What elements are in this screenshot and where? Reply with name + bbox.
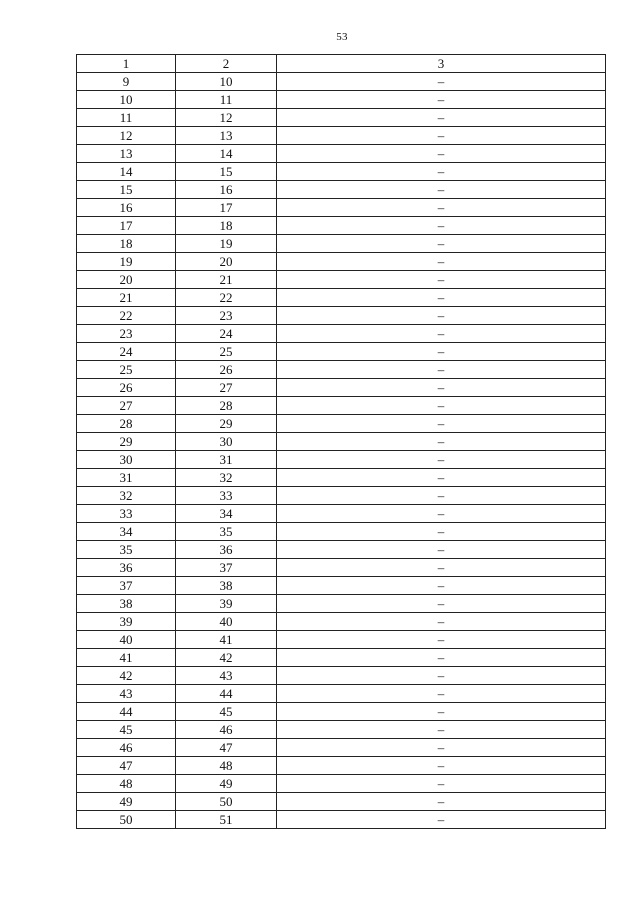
table-row bbox=[77, 451, 606, 469]
table-cell-col-3: – bbox=[277, 559, 606, 577]
table-cell-col-2: 32 bbox=[176, 469, 277, 487]
table-cell-col-1: 21 bbox=[77, 289, 176, 307]
table-row bbox=[77, 775, 606, 793]
table-row bbox=[77, 379, 606, 397]
table-cell-col-2: 20 bbox=[176, 253, 277, 271]
table-cell-col-2: 21 bbox=[176, 271, 277, 289]
table-cell-col-2: 51 bbox=[176, 811, 277, 829]
table-cell-col-1: 35 bbox=[77, 541, 176, 559]
table-cell-col-3: – bbox=[277, 109, 606, 127]
table-row bbox=[77, 163, 606, 181]
table-row bbox=[77, 703, 606, 721]
table-row bbox=[77, 289, 606, 307]
table-cell-col-3: – bbox=[277, 163, 606, 181]
table-cell-col-2: 27 bbox=[176, 379, 277, 397]
table-cell-col-1: 50 bbox=[77, 811, 176, 829]
table-cell-col-1: 9 bbox=[77, 73, 176, 91]
table-cell-col-1: 15 bbox=[77, 181, 176, 199]
table-cell-col-2: 22 bbox=[176, 289, 277, 307]
table-cell-col-3: – bbox=[277, 289, 606, 307]
table-row bbox=[77, 253, 606, 271]
table-cell-col-3: – bbox=[277, 811, 606, 829]
table-body bbox=[77, 55, 606, 829]
table-cell-col-2: 23 bbox=[176, 307, 277, 325]
table-cell-col-3: – bbox=[277, 523, 606, 541]
table-cell-col-2: 17 bbox=[176, 199, 277, 217]
table-cell-col-2: 12 bbox=[176, 109, 277, 127]
table-row bbox=[77, 685, 606, 703]
table-cell-col-1: 32 bbox=[77, 487, 176, 505]
table-cell-col-1: 19 bbox=[77, 253, 176, 271]
table-row bbox=[77, 793, 606, 811]
table-cell-col-3: – bbox=[277, 577, 606, 595]
table-cell-col-2: 11 bbox=[176, 91, 277, 109]
table-cell-col-1: 45 bbox=[77, 721, 176, 739]
table-cell-col-1: 31 bbox=[77, 469, 176, 487]
table-row bbox=[77, 541, 606, 559]
table-row bbox=[77, 199, 606, 217]
table-cell-col-1: 20 bbox=[77, 271, 176, 289]
table-row bbox=[77, 271, 606, 289]
table-row bbox=[77, 559, 606, 577]
table-cell-col-2: 48 bbox=[176, 757, 277, 775]
table-cell-col-2: 14 bbox=[176, 145, 277, 163]
table-cell-col-2: 35 bbox=[176, 523, 277, 541]
table-cell-col-1: 29 bbox=[77, 433, 176, 451]
table-row bbox=[77, 361, 606, 379]
table-row bbox=[77, 433, 606, 451]
table-cell-col-2: 16 bbox=[176, 181, 277, 199]
table-row bbox=[77, 397, 606, 415]
table-cell-col-1: 24 bbox=[77, 343, 176, 361]
table-row bbox=[77, 109, 606, 127]
table-cell-col-2: 43 bbox=[176, 667, 277, 685]
table-row bbox=[77, 343, 606, 361]
column-header-1: 1 bbox=[77, 55, 176, 73]
table-cell-col-1: 41 bbox=[77, 649, 176, 667]
table-cell-col-1: 26 bbox=[77, 379, 176, 397]
table-cell-col-1: 28 bbox=[77, 415, 176, 433]
table-cell-col-1: 38 bbox=[77, 595, 176, 613]
table-row bbox=[77, 235, 606, 253]
table-row bbox=[77, 811, 606, 829]
table-cell-col-1: 16 bbox=[77, 199, 176, 217]
table-cell-col-1: 34 bbox=[77, 523, 176, 541]
table-cell-col-3: – bbox=[277, 217, 606, 235]
table-cell-col-3: – bbox=[277, 343, 606, 361]
table-row bbox=[77, 127, 606, 145]
table-cell-col-2: 18 bbox=[176, 217, 277, 235]
table-cell-col-2: 37 bbox=[176, 559, 277, 577]
table-row bbox=[77, 505, 606, 523]
table-row bbox=[77, 469, 606, 487]
table-cell-col-3: – bbox=[277, 793, 606, 811]
table-row bbox=[77, 73, 606, 91]
table-cell-col-1: 39 bbox=[77, 613, 176, 631]
table-cell-col-2: 40 bbox=[176, 613, 277, 631]
table-cell-col-2: 41 bbox=[176, 631, 277, 649]
table-cell-col-3: – bbox=[277, 739, 606, 757]
table-cell-col-2: 44 bbox=[176, 685, 277, 703]
table-row bbox=[77, 739, 606, 757]
table-row bbox=[77, 577, 606, 595]
table-cell-col-2: 28 bbox=[176, 397, 277, 415]
table-cell-col-1: 10 bbox=[77, 91, 176, 109]
table-cell-col-1: 42 bbox=[77, 667, 176, 685]
table-cell-col-1: 44 bbox=[77, 703, 176, 721]
table-cell-col-3: – bbox=[277, 505, 606, 523]
table-cell-col-3: – bbox=[277, 235, 606, 253]
table-cell-col-3: – bbox=[277, 361, 606, 379]
table-cell-col-3: – bbox=[277, 451, 606, 469]
table-cell-col-3: – bbox=[277, 469, 606, 487]
table-row bbox=[77, 145, 606, 163]
column-header-3: 3 bbox=[277, 55, 606, 73]
table-cell-col-3: – bbox=[277, 757, 606, 775]
table-cell-col-3: – bbox=[277, 487, 606, 505]
table-cell-col-3: – bbox=[277, 649, 606, 667]
table-cell-col-2: 15 bbox=[176, 163, 277, 181]
page-number: 53 bbox=[336, 31, 348, 43]
table-row bbox=[77, 487, 606, 505]
table-row bbox=[77, 757, 606, 775]
table-cell-col-3: – bbox=[277, 721, 606, 739]
table-cell-col-2: 45 bbox=[176, 703, 277, 721]
table-cell-col-3: – bbox=[277, 541, 606, 559]
table-cell-col-3: – bbox=[277, 325, 606, 343]
table-cell-col-1: 49 bbox=[77, 793, 176, 811]
table-row bbox=[77, 325, 606, 343]
table-cell-col-3: – bbox=[277, 91, 606, 109]
table-cell-col-2: 38 bbox=[176, 577, 277, 595]
table-cell-col-2: 39 bbox=[176, 595, 277, 613]
table-cell-col-1: 46 bbox=[77, 739, 176, 757]
table-cell-col-2: 42 bbox=[176, 649, 277, 667]
table-cell-col-2: 29 bbox=[176, 415, 277, 433]
table-cell-col-1: 48 bbox=[77, 775, 176, 793]
table-cell-col-1: 12 bbox=[77, 127, 176, 145]
table-cell-col-1: 33 bbox=[77, 505, 176, 523]
table-cell-col-3: – bbox=[277, 127, 606, 145]
table-cell-col-3: – bbox=[277, 775, 606, 793]
table-cell-col-3: – bbox=[277, 181, 606, 199]
table-cell-col-1: 43 bbox=[77, 685, 176, 703]
table-cell-col-3: – bbox=[277, 433, 606, 451]
table-cell-col-2: 24 bbox=[176, 325, 277, 343]
table-header-row bbox=[77, 55, 606, 73]
table-cell-col-2: 31 bbox=[176, 451, 277, 469]
table-cell-col-2: 30 bbox=[176, 433, 277, 451]
table-cell-col-2: 34 bbox=[176, 505, 277, 523]
table-cell-col-3: – bbox=[277, 613, 606, 631]
table-cell-col-1: 27 bbox=[77, 397, 176, 415]
table-row bbox=[77, 307, 606, 325]
table-cell-col-1: 13 bbox=[77, 145, 176, 163]
table-row bbox=[77, 595, 606, 613]
table-cell-col-2: 19 bbox=[176, 235, 277, 253]
table-cell-col-3: – bbox=[277, 595, 606, 613]
table-cell-col-2: 25 bbox=[176, 343, 277, 361]
table-row bbox=[77, 523, 606, 541]
table-cell-col-2: 50 bbox=[176, 793, 277, 811]
table-cell-col-1: 37 bbox=[77, 577, 176, 595]
table-cell-col-1: 11 bbox=[77, 109, 176, 127]
table-row bbox=[77, 181, 606, 199]
table-cell-col-3: – bbox=[277, 271, 606, 289]
table-cell-col-2: 49 bbox=[176, 775, 277, 793]
table-cell-col-2: 13 bbox=[176, 127, 277, 145]
table-cell-col-3: – bbox=[277, 415, 606, 433]
table-cell-col-3: – bbox=[277, 685, 606, 703]
table-cell-col-3: – bbox=[277, 667, 606, 685]
table-row bbox=[77, 91, 606, 109]
table-cell-col-2: 47 bbox=[176, 739, 277, 757]
table-cell-col-1: 47 bbox=[77, 757, 176, 775]
table-cell-col-2: 36 bbox=[176, 541, 277, 559]
table-cell-col-1: 22 bbox=[77, 307, 176, 325]
column-header-2: 2 bbox=[176, 55, 277, 73]
table-cell-col-1: 25 bbox=[77, 361, 176, 379]
table-cell-col-3: – bbox=[277, 73, 606, 91]
table-cell-col-3: – bbox=[277, 379, 606, 397]
table-row bbox=[77, 217, 606, 235]
data-table bbox=[76, 54, 606, 829]
table-cell-col-3: – bbox=[277, 253, 606, 271]
table-cell-col-1: 17 bbox=[77, 217, 176, 235]
table-cell-col-3: – bbox=[277, 631, 606, 649]
table-cell-col-3: – bbox=[277, 703, 606, 721]
table-cell-col-3: – bbox=[277, 307, 606, 325]
table-cell-col-1: 36 bbox=[77, 559, 176, 577]
table-cell-col-3: – bbox=[277, 397, 606, 415]
table-cell-col-2: 26 bbox=[176, 361, 277, 379]
table-cell-col-2: 10 bbox=[176, 73, 277, 91]
table-cell-col-1: 18 bbox=[77, 235, 176, 253]
table-cell-col-1: 14 bbox=[77, 163, 176, 181]
table-cell-col-2: 46 bbox=[176, 721, 277, 739]
table-row bbox=[77, 613, 606, 631]
table-row bbox=[77, 415, 606, 433]
table-cell-col-1: 40 bbox=[77, 631, 176, 649]
table-row bbox=[77, 649, 606, 667]
table-cell-col-3: – bbox=[277, 145, 606, 163]
table-row bbox=[77, 667, 606, 685]
table-cell-col-1: 23 bbox=[77, 325, 176, 343]
table-cell-col-3: – bbox=[277, 199, 606, 217]
table-row bbox=[77, 631, 606, 649]
table-cell-col-1: 30 bbox=[77, 451, 176, 469]
table-cell-col-2: 33 bbox=[176, 487, 277, 505]
table-row bbox=[77, 721, 606, 739]
